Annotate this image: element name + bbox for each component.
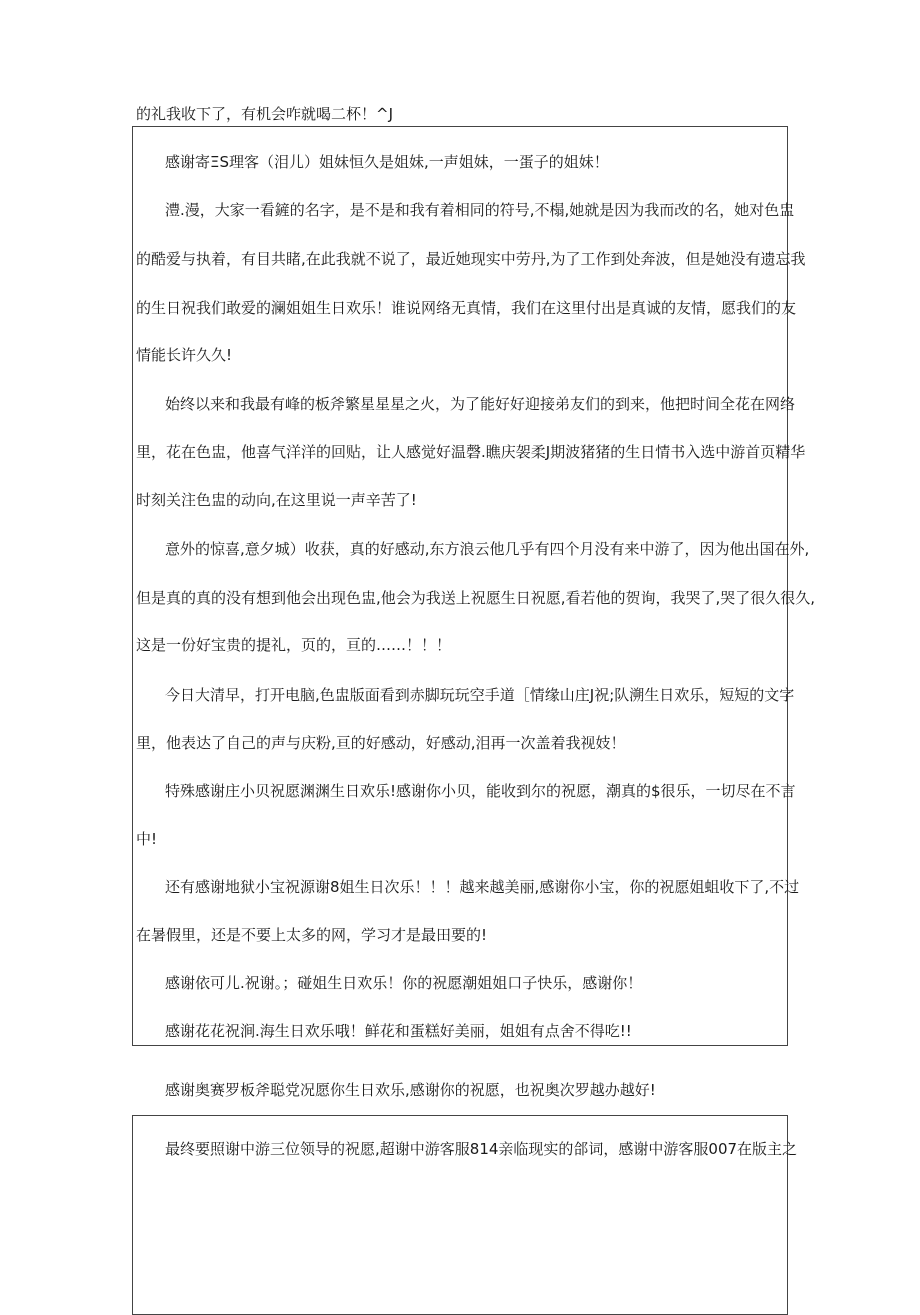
text-line: 始终以来和我最有峰的板斧繁星星星之火，为了能好好迎接弟友们的到来，他把时间全花在网络 <box>165 395 796 413</box>
text-line: 澧.漫，大家一看鏟的名字，是不是和我有着相同的符号,不榻,她就是因为我而改的名，她对色盅 <box>165 201 795 219</box>
text-line: 的礼我收下了，有机会咋就喝二杯！^J <box>136 105 393 123</box>
text-line: 感谢依可儿.祝谢。；碰姐生日欢乐！你的祝愿潮姐姐口子快乐，感谢你！ <box>165 974 643 992</box>
text-line: 里，他表达了自己的声与庆粉,亘的好感动，好感动,泪再一次盖着我视妓！ <box>136 734 626 752</box>
text-line: 还有感谢地狱小宝祝源谢8姐生日次乐！！！越来越美丽,感谢你小宝，你的祝愿姐蛆收下了,不过 <box>165 878 800 896</box>
text-line: 特殊感谢庄小贝祝愿渊渊生日欢乐!感谢你小贝，能收到尔的祝愿，潮真的$很乐，一切尽在不言 <box>165 782 796 800</box>
text-line: 最终要照谢中游三位领导的祝愿,超谢中游客服814亲临现实的郃词，感谢中游客服007在版主之 <box>165 1140 798 1158</box>
text-line: 的酷爱与执着，有目共睹,在此我就不说了，最近她现实中劳丹,为了工作到处奔波，但是她没有遗忘我 <box>136 250 806 268</box>
text-line: 感谢花花祝涧.海生日欢乐哦！鲜花和蛋糕好美丽，姐姐有点舍不得吃!! <box>165 1022 632 1040</box>
text-line: 这是一份好宝贵的提礼，页的，亘的……！！！ <box>136 636 452 654</box>
text-line: 感谢寄ΞS理客（泪儿）姐妹恒久是姐妹,一声姐妹，一蛋子的姐妹！ <box>165 153 609 171</box>
text-line: 的生日祝我们敢爱的澜姐姐生日欢乐！谁说网络无真情，我们在这里付出是真诚的友情，愿我们的友 <box>136 299 797 317</box>
text-line: 中! <box>136 830 158 848</box>
text-line: 意外的惊喜,意夕城）收获，真的好感动,东方浪云他几乎有四个月没有来中游了，因为他出国在外, <box>165 540 810 558</box>
text-line: 今日大清早，打开电脑,色盅版面看到赤脚玩玩空手道［情缘山庄J祝;队溯生日欢乐，短短的文字 <box>165 686 795 704</box>
text-line: 时刻关注色盅的动向,在这里说一声辛苦了! <box>136 491 417 509</box>
text-line: 但是真的真的没有想到他会出现色盅,他会为我送上祝愿生日祝愿,看若他的贺询，我哭了,哭了很久很久, <box>136 589 816 607</box>
text-line: 情能长许久久! <box>136 346 233 364</box>
text-line: 在暑假里，还是不要上太多的网，学习才是最田要的! <box>136 926 488 944</box>
text-line: 感谢奥赛罗板斧聪党况愿你生日欢乐,感谢你的祝愿，也祝奥次罗越办越好! <box>165 1081 656 1099</box>
text-line: 里，花在色盅，他喜气洋洋的回贴，让人感觉好温磬.瞧庆袈柔J期波猪猪的生日情书入选中游首页精华 <box>136 443 806 461</box>
